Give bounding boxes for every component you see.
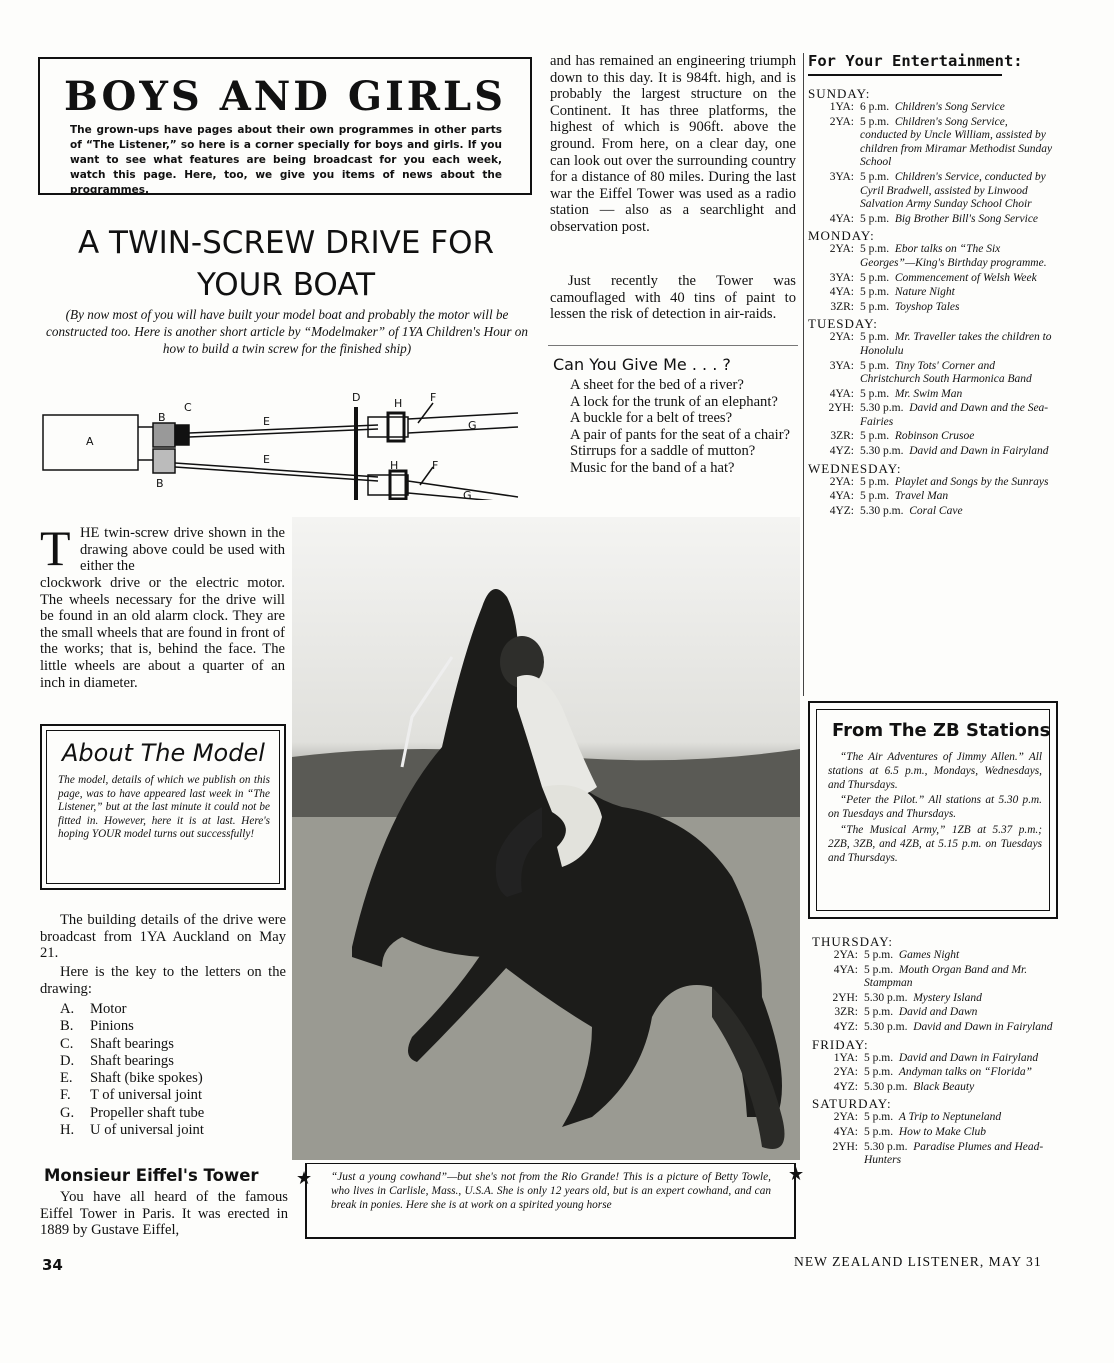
key-text: Motor <box>90 1001 127 1017</box>
station-code: 3ZR: <box>830 300 854 313</box>
schedule-entry <box>808 388 1056 402</box>
key-text: Shaft bearings <box>90 1035 174 1052</box>
schedule-entry <box>808 213 1056 227</box>
station-code: 4YA: <box>833 963 858 976</box>
riddles-list <box>570 377 798 476</box>
section-intro: The grown-ups have pages about their own programmes in other parts of “The Listener,” so here is a corner specially for boys and girls. If you want to see what features are being broadcast for you each week, watch this page. Here, too, we give you items of news about the programmes. <box>70 124 502 196</box>
schedule-entry <box>812 1066 1060 1080</box>
program-title: A Trip to Neptuneland <box>898 1111 1002 1124</box>
boys-and-girls-box <box>38 57 532 195</box>
key-letter: H. <box>60 1122 75 1139</box>
zb-item: “Peter the Pilot.” All stations at 5.30 p.m. on Tuesdays and Thursdays. <box>828 794 1042 821</box>
station-code: 2YA: <box>829 475 854 488</box>
intro-paragraph-start: HE twin-screw drive shown in the drawing above could be used with either the <box>80 525 285 575</box>
key-item <box>60 1105 290 1122</box>
riddle-item: A buckle for a belt of trees? <box>570 410 733 426</box>
program-title: Playlet and Songs by the Sunrays <box>894 475 1049 488</box>
schedule-entry <box>812 949 1060 963</box>
program-title: Big Brother Bill's Song Service <box>894 212 1039 225</box>
program-title: Tiny Tots' Corner and Christchurch South Harmonica Band <box>860 359 1032 386</box>
schedule-entry <box>808 171 1056 212</box>
station-code: 2YH: <box>828 402 854 415</box>
program-title: Travel Man <box>894 490 949 503</box>
program-time: 5 p.m. <box>864 1066 894 1079</box>
schedule-day: TUESDAY: <box>808 316 878 332</box>
program-time: 5 p.m. <box>860 243 890 256</box>
program-title: Children's Service, conducted by Cyril Bradwell, assisted by Linwood Salvation Army Sunday School Choir <box>860 170 1046 211</box>
program-title: Mouth Organ Band and Mr. Stampman <box>864 963 1028 990</box>
program-time: 5 p.m. <box>860 115 890 128</box>
schedule-entry <box>812 1126 1060 1140</box>
program-title: Black Beauty <box>913 1080 975 1093</box>
schedule-entry <box>812 1021 1060 1035</box>
program-time: 5 p.m. <box>864 1111 894 1124</box>
key-item <box>60 1001 290 1018</box>
program-time: 5 p.m. <box>860 271 890 284</box>
program-time: 5.30 p.m. <box>864 1080 908 1093</box>
pinion-upper <box>153 423 175 447</box>
schedule-entry <box>812 1081 1060 1095</box>
schedule-entry <box>808 402 1056 429</box>
station-code: 4YA: <box>829 286 854 299</box>
zb-stations-box <box>808 701 1058 919</box>
schedule-entry <box>808 116 1056 170</box>
station-code: 2YA: <box>833 949 858 961</box>
station-code: 4YZ: <box>833 1080 858 1093</box>
zb-items <box>828 751 1042 867</box>
schedule-entry <box>812 992 1060 1006</box>
key-text: U of universal joint <box>90 1122 204 1139</box>
label-h: H <box>394 397 403 410</box>
key-item <box>60 1018 290 1035</box>
photo-girl-on-horse <box>292 517 800 1160</box>
program-title: How to Make Club <box>898 1125 987 1138</box>
schedule-entry <box>808 331 1056 358</box>
schedule-entry <box>812 1006 1060 1020</box>
heading-underline <box>808 74 1002 76</box>
program-title: Mr. Traveller takes the children to Honolulu <box>860 331 1052 357</box>
riddle-item: A sheet for the bed of a river? <box>570 377 744 393</box>
zb-item: “The Musical Army,” 1ZB at 5.37 p.m.; 2ZB, 3ZB, and 4ZB, at 5.15 p.m. on Tuesdays and Thursdays. <box>828 823 1042 864</box>
schedule-entry <box>808 476 1056 490</box>
station-code: 2YA: <box>829 243 854 256</box>
label-d: D <box>352 391 361 404</box>
schedule-entry <box>812 1141 1060 1168</box>
station-code: 4YZ: <box>829 504 854 517</box>
schedule-entry <box>808 243 1056 270</box>
program-title: Paradise Plumes and Head-Hunters <box>864 1140 1044 1167</box>
publication-line: NEW ZEALAND LISTENER, MAY 31 <box>794 1254 1042 1269</box>
build-paragraph: The building details of the drive were broadcast from 1YA Auckland on May 21. <box>40 912 286 962</box>
program-time: 5 p.m. <box>860 387 890 400</box>
about-the-model-box <box>40 724 286 890</box>
riddle-item: Music for the band of a hat? <box>570 459 735 476</box>
key-item <box>60 1122 290 1139</box>
station-code: 4YA: <box>829 490 854 503</box>
station-code: 3ZR: <box>834 1006 858 1019</box>
station-code: 2YH: <box>832 991 858 1004</box>
program-title: Commencement of Welsh Week <box>894 271 1037 284</box>
headline-line-2: YOUR BOAT <box>196 267 376 303</box>
schedule-entry <box>808 101 1056 115</box>
schedule-entry <box>808 505 1056 519</box>
program-title: Robinson Crusoe <box>894 430 975 443</box>
about-title: About The Model <box>62 739 265 767</box>
program-time: 5 p.m. <box>864 963 894 976</box>
key-text: Shaft (bike spokes) <box>90 1070 203 1087</box>
schedule-day: FRIDAY: <box>812 1036 869 1052</box>
schedule-day: THURSDAY: <box>812 934 894 949</box>
station-code: 3YA: <box>829 271 854 284</box>
zb-item: “The Air Adventures of Jimmy Allen.” All stations at 6.5 p.m., Mondays, Wednesdays, and Thursdays. <box>828 751 1042 791</box>
article-subhead: (By now most of you will have built your model boat and probably the motor will be constructed too. Here is another short article by “Modelmaker” of 1YA Children's Hour on how to build a twin screw for the finished ship) <box>46 307 528 356</box>
drop-cap: T <box>40 520 71 576</box>
photo-caption-box <box>305 1163 796 1239</box>
program-time: 5.30 p.m. <box>860 445 904 458</box>
station-code: 2YH: <box>832 1140 858 1153</box>
schedule-day: SATURDAY: <box>812 1096 892 1112</box>
station-code: 4YZ: <box>833 1020 858 1033</box>
key-letter: C. <box>60 1035 74 1052</box>
program-time: 5 p.m. <box>864 1051 894 1064</box>
station-code: 1YA: <box>829 101 854 113</box>
universal-joint-lower <box>368 475 408 495</box>
program-time: 5.30 p.m. <box>864 991 908 1004</box>
eiffel-heading: Monsieur Eiffel's Tower <box>44 1166 259 1185</box>
entertainment-heading: For Your Entertainment: <box>808 52 1023 70</box>
program-time: 5 p.m. <box>860 300 890 313</box>
label-g2: G <box>463 489 472 500</box>
schedule-entry <box>808 360 1056 387</box>
program-title: Children's Song Service, conducted by Uncle William, assisted by children from Miramar Methodist Sunday School <box>860 115 1053 169</box>
pinion-lower <box>153 449 175 473</box>
key-text: Propeller shaft tube <box>90 1104 205 1121</box>
label-f2: F <box>432 459 439 472</box>
key-intro: Here is the key to the letters on the drawing: <box>40 964 286 997</box>
schedule-day: WEDNESDAY: <box>808 460 902 476</box>
riddle-item: Stirrups for a saddle of mutton? <box>570 443 756 459</box>
shaft-bearing-c <box>175 425 189 445</box>
program-title: David and Dawn in Fairyland <box>909 445 1049 458</box>
program-title: David and Dawn in Fairyland <box>913 1020 1053 1033</box>
key-text: Shaft bearings <box>90 1052 174 1069</box>
station-code: 4YA: <box>829 212 854 225</box>
label-b: B <box>158 411 166 424</box>
shaft-upper <box>189 425 378 433</box>
key-text: T of universal joint <box>90 1087 203 1104</box>
riddle-item: A pair of pants for the seat of a chair? <box>570 426 791 443</box>
divider <box>548 345 798 346</box>
key-item <box>60 1053 290 1070</box>
station-code: 2YA: <box>833 1066 858 1079</box>
key-item <box>60 1070 290 1087</box>
program-title: Games Night <box>898 949 960 961</box>
station-code: 3YA: <box>829 359 854 372</box>
key-text: Pinions <box>90 1018 134 1035</box>
station-code: 4YZ: <box>829 445 854 458</box>
label-g: G <box>468 419 477 432</box>
program-time: 5 p.m. <box>864 1125 894 1138</box>
program-time: 5 p.m. <box>860 490 890 503</box>
station-code: 4YA: <box>833 1125 858 1138</box>
section-title: BOYS AND GIRLS <box>63 73 507 120</box>
schedule-entry <box>808 445 1056 459</box>
key-item <box>60 1036 290 1053</box>
program-title: Ebor talks on “The Six Georges”—King's Birthday programme. <box>860 243 1047 269</box>
label-c: C <box>184 401 192 414</box>
program-time: 5 p.m. <box>860 331 890 344</box>
headline-line-1: A TWIN-SCREW DRIVE FOR <box>77 225 495 261</box>
program-time: 5 p.m. <box>860 359 890 372</box>
label-e: E <box>263 415 270 428</box>
program-title: David and Dawn in Fairyland <box>898 1051 1039 1064</box>
key-letter: D. <box>60 1052 75 1069</box>
riddle-item: A lock for the trunk of an elephant? <box>570 393 778 410</box>
schedule-entry <box>812 1111 1060 1125</box>
zb-heading: From The ZB Stations <box>832 720 1051 741</box>
program-title: Coral Cave <box>909 504 963 517</box>
label-h2: H <box>390 459 399 472</box>
eiffel-paragraph-1: You have all heard of the famous Eiffel Tower in Paris. It was erected in 1889 by Gustave Eiffel, <box>40 1189 288 1239</box>
schedule-entry <box>808 490 1056 504</box>
station-code: 2YA: <box>829 115 854 128</box>
intro-paragraph-rest: clockwork drive or the electric motor. The wheels necessary for the drive will be found in an old alarm clock. They are the small wheels that are found in front of the works; that is, behind the face. The little wheels are about a quarter of an inch in diameter. <box>40 575 285 691</box>
key-letter: G. <box>60 1104 75 1121</box>
station-code: 1YA: <box>833 1051 858 1064</box>
program-time: 5.30 p.m. <box>864 1140 908 1153</box>
program-time: 5.30 p.m. <box>864 1020 908 1033</box>
program-time: 5 p.m. <box>860 170 890 183</box>
program-time: 5.30 p.m. <box>860 504 904 517</box>
station-code: 3YA: <box>829 170 854 183</box>
schedule-entry <box>812 964 1060 991</box>
program-time: 5 p.m. <box>860 475 890 488</box>
schedule-day: SUNDAY: <box>808 86 871 101</box>
schedule-day: MONDAY: <box>808 228 875 244</box>
key-letter: A. <box>60 1001 75 1017</box>
diagram-key-list <box>60 1001 290 1139</box>
article-headline <box>40 222 532 306</box>
key-letter: E. <box>60 1070 73 1087</box>
horse-photo-illustration <box>292 517 800 1160</box>
shaft-lower <box>175 463 378 477</box>
schedule-entry <box>808 301 1056 315</box>
about-text: The model, details of which we publish on this page, was to have appeared last week in “The Listener,” but at the last minute it could not be fitted in. However, here it is at last. Here's hoping YOUR model turns out successfully! <box>58 774 270 841</box>
station-code: 2YA: <box>829 331 854 344</box>
schedule-top <box>808 84 1056 519</box>
eiffel-paragraph-3: Just recently the Tower was camouflaged with 40 tins of paint to lessen the risk of detection in air-raids. <box>550 273 796 323</box>
photo-caption: “Just a young cowhand”—but she's not from the Rio Grande! This is a picture of Betty Towle, who lives in Carlisle, Mass., U.S.A. She is only 12 years old, but is an expert cowhand, and can break in ponies. Here she is at work on a spirited young horse <box>331 1171 771 1211</box>
program-time: 5 p.m. <box>864 949 894 961</box>
column-divider <box>803 53 804 696</box>
riddles-heading: Can You Give Me . . . ? <box>553 355 731 374</box>
program-title: David and Dawn and the Sea-Fairies <box>860 402 1049 428</box>
station-code: 4YA: <box>829 387 854 400</box>
program-time: 5.30 p.m. <box>860 402 904 415</box>
program-time: 5 p.m. <box>860 286 890 299</box>
label-e2: E <box>263 453 270 466</box>
star-icon: ★ <box>788 1164 805 1185</box>
program-time: 5 p.m. <box>864 1006 894 1019</box>
station-code: 2YA: <box>833 1111 858 1124</box>
key-letter: F. <box>60 1087 71 1104</box>
label-f: F <box>430 391 437 404</box>
program-title: Mystery Island <box>913 991 982 1004</box>
program-time: 6 p.m. <box>860 101 890 113</box>
label-b2: B <box>156 477 164 490</box>
schedule-entry <box>808 286 1056 300</box>
twin-screw-diagram <box>38 385 538 500</box>
program-time: 5 p.m. <box>860 212 890 225</box>
eiffel-paragraph-2: and has remained an engineering triumph down to this day. It is 984ft. high, and is probably the largest structure on the Continent. It has three platforms, the highest of which is 906ft. above the ground. From here, on a clear day, one can look out over the surrounding country for a distance of 80 miles. During the last war the Eiffel Tower was used as a radio station — also as a searchlight and observation post. <box>550 53 796 235</box>
schedule-entry <box>812 1052 1060 1066</box>
program-title: Mr. Swim Man <box>894 387 963 400</box>
program-title: Children's Song Service <box>894 101 1005 113</box>
schedule-bottom <box>812 932 1060 1169</box>
schedule-entry <box>808 430 1056 444</box>
program-title: Toyshop Tales <box>894 300 960 313</box>
program-time: 5 p.m. <box>860 430 890 443</box>
label-a: A <box>86 435 94 448</box>
schedule-entry <box>808 272 1056 286</box>
program-title: Nature Night <box>894 286 955 299</box>
star-icon: ★ <box>296 1168 313 1189</box>
page-number: 34 <box>42 1256 63 1274</box>
program-title: David and Dawn <box>898 1006 978 1019</box>
station-code: 3ZR: <box>830 430 854 443</box>
program-title: Andyman talks on “Florida” <box>898 1066 1033 1079</box>
key-letter: B. <box>60 1018 74 1035</box>
key-item <box>60 1087 290 1104</box>
